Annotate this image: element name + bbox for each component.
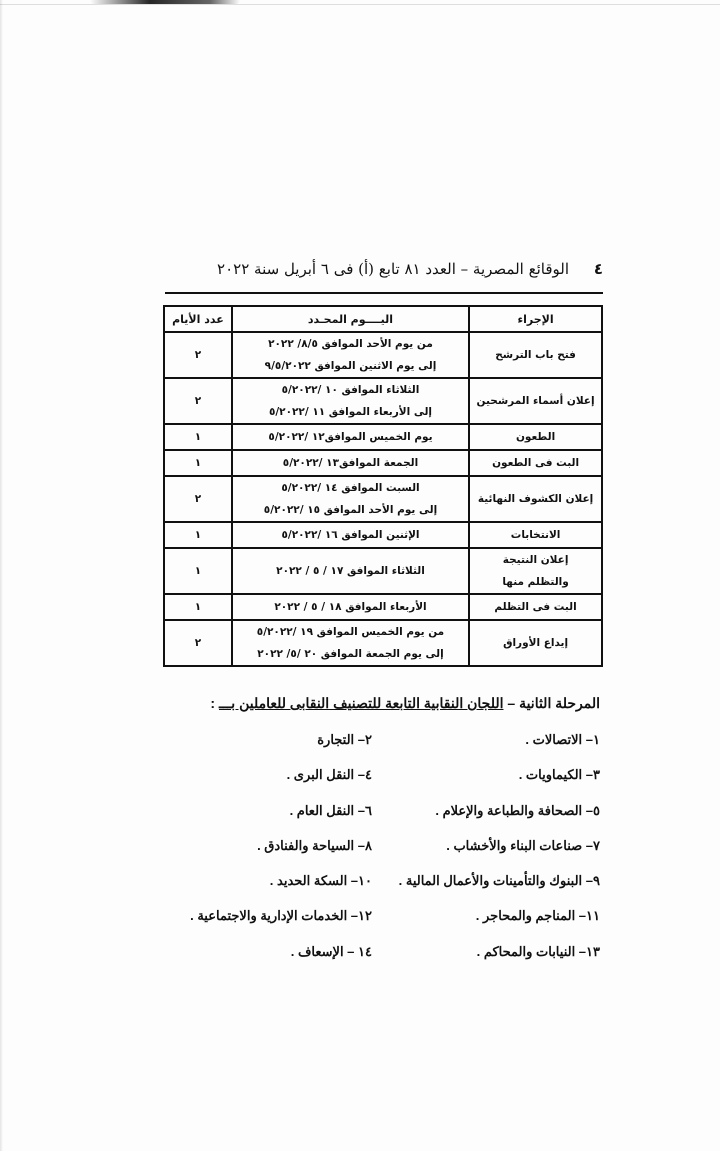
sector-row xyxy=(160,726,600,761)
cell-date xyxy=(232,332,469,378)
cell-days: ٢ xyxy=(164,332,232,378)
list-item: ١– الاتصالات . xyxy=(525,732,600,747)
gazette-title: الوقائع المصرية – العدد ٨١ تابع (أ) فى ٦ أبريل سنة ٢٠٢٢ xyxy=(217,260,569,278)
table-row xyxy=(164,522,602,548)
sector-list xyxy=(160,726,600,973)
page-header xyxy=(165,258,603,284)
cell-action: إعلان أسماء المرشحين xyxy=(469,378,602,424)
list-item: ١٢– الخدمات الإدارية والاجتماعية . xyxy=(190,908,372,924)
cell-date xyxy=(232,620,469,666)
scan-edge-left xyxy=(0,0,3,1151)
list-item: ٣– الكيماويات . xyxy=(518,767,600,783)
sector-row xyxy=(160,902,600,937)
table-row xyxy=(164,332,602,378)
phase-two-underlined: اللجان النقابية التابعة للتصنيف النقابى للعاملين بـــ xyxy=(218,695,504,711)
table-row xyxy=(164,548,602,594)
phase-two-suffix: : xyxy=(210,695,219,711)
cell-date: الأربعاء الموافق ١٨ / ٥ / ٢٠٢٢ xyxy=(232,594,469,620)
cell-action xyxy=(469,548,602,594)
list-item: ١٤ – الإسعاف . xyxy=(290,943,372,959)
cell-days: ١ xyxy=(164,450,232,476)
cell-date: الجمعة الموافق١٣ /٥/٢٠٢٢ xyxy=(232,450,469,476)
list-item: ٢– التجارة xyxy=(317,732,372,747)
cell-action: الانتخابات xyxy=(469,522,602,548)
date-line: السبت الموافق ١٤ /٥/٢٠٢٢ xyxy=(281,482,420,494)
date-line: إلى يوم الاثنين الموافق ٩/٥/٢٠٢٢ xyxy=(264,360,437,372)
cell-date: يوم الخميس الموافق١٢ /٥/٢٠٢٢ xyxy=(232,424,469,450)
list-item: ٥– الصحافة والطباعة والإعلام . xyxy=(435,802,600,818)
table-row xyxy=(164,424,602,450)
cell-action: إعلان الكشوف النهائية xyxy=(469,476,602,522)
date-line: من يوم الخميس الموافق ١٩ /٥/٢٠٢٢ xyxy=(256,626,445,638)
cell-days: ١ xyxy=(164,522,232,548)
phase-two-heading xyxy=(200,695,600,712)
list-item: ١١– المناجم والمحاجر . xyxy=(475,908,600,924)
list-item: ٤– النقل البرى . xyxy=(286,767,372,783)
cell-date: الثلاثاء الموافق ١٧ / ٥ / ٢٠٢٢ xyxy=(232,548,469,594)
phase-two-prefix: المرحلة الثانية – xyxy=(503,695,600,711)
date-line: إلى يوم الأحد الموافق ١٥ /٥/٢٠٢٢ xyxy=(263,504,438,516)
sector-row xyxy=(160,938,600,973)
action-line: إعلان النتيجة xyxy=(502,554,569,566)
list-item: ١٠– السكة الحديد . xyxy=(269,873,372,889)
action-line: والتظلم منها xyxy=(502,576,569,588)
table-row xyxy=(164,594,602,620)
list-item: ٦– النقل العام . xyxy=(289,802,372,818)
date-line: من يوم الأحد الموافق ٨/٥/ ٢٠٢٢ xyxy=(268,338,433,350)
sector-row xyxy=(160,867,600,902)
cell-days: ١ xyxy=(164,548,232,594)
scan-edge-line xyxy=(0,4,720,5)
cell-action: البت فى التظلم xyxy=(469,594,602,620)
table-header-row xyxy=(164,306,602,332)
cell-date: الإثنين الموافق ١٦ /٥/٢٠٢٢ xyxy=(232,522,469,548)
cell-date xyxy=(232,378,469,424)
sector-row xyxy=(160,832,600,867)
cell-date xyxy=(232,476,469,522)
cell-days: ٢ xyxy=(164,476,232,522)
sector-row xyxy=(160,797,600,832)
date-line: إلى الأربعاء الموافق ١١ /٥/٢٠٢٢ xyxy=(268,406,433,418)
cell-days: ١ xyxy=(164,594,232,620)
list-item: ١٣– النيابات والمحاكم . xyxy=(476,943,600,959)
table-row xyxy=(164,476,602,522)
cell-action: البت فى الطعون xyxy=(469,450,602,476)
election-schedule-table xyxy=(163,305,603,667)
list-item: ٧– صناعات البناء والأخشاب . xyxy=(446,837,600,853)
cell-days: ٢ xyxy=(164,620,232,666)
column-header-action: الإجراء xyxy=(469,306,602,332)
cell-action: الطعون xyxy=(469,424,602,450)
column-header-days: عدد الأيام xyxy=(164,306,232,332)
cell-action: إيداع الأوراق xyxy=(469,620,602,666)
table-row xyxy=(164,450,602,476)
list-item: ٨– السياحة والفنادق . xyxy=(257,837,372,853)
column-header-date: اليــــوم المحـدد xyxy=(232,306,469,332)
cell-days: ١ xyxy=(164,424,232,450)
sector-row xyxy=(160,761,600,796)
page-number: ٤ xyxy=(593,260,603,278)
table-row xyxy=(164,620,602,666)
header-rule xyxy=(165,292,603,294)
date-line: إلى يوم الجمعة الموافق ٢٠ /٥/ ٢٠٢٢ xyxy=(257,648,444,660)
cell-days: ٢ xyxy=(164,378,232,424)
cell-action: فتح باب الترشح xyxy=(469,332,602,378)
table-row xyxy=(164,378,602,424)
list-item: ٩– البنوك والتأمينات والأعمال المالية . xyxy=(398,873,600,889)
date-line: الثلاثاء الموافق ١٠ /٥/٢٠٢٢ xyxy=(281,384,420,396)
